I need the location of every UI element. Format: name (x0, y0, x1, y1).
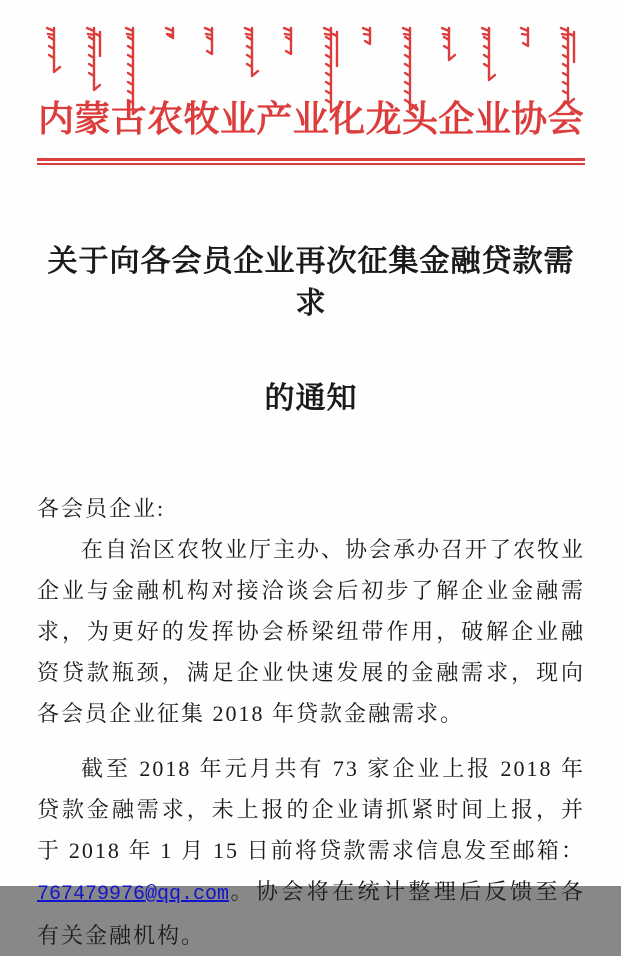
mongolian-word (83, 26, 105, 92)
paragraph-1: 在自治区农牧业厅主办、协会承办召开了农牧业企业与金融机构对接洽谈会后初步了解企业金融需求，为更好的发挥协会桥梁纽带作用，破解企业融资贷款瓶颈，满足企业快速发展的金融需求，现向各会员企业征集 2018 年贷款金融需求。 (37, 537, 586, 726)
mongolian-word (241, 26, 263, 78)
document-title-line2: 的通知 (264, 382, 358, 415)
salutation: 各会员企业: (37, 496, 166, 521)
mongolian-word (201, 26, 223, 56)
mongolian-word (438, 26, 460, 62)
mongolian-word (478, 26, 500, 82)
mongolian-word (280, 26, 302, 56)
paragraph-2 (37, 748, 585, 956)
mongolian-word (359, 26, 381, 46)
paragraph-2-text-before: 截至 2018 年元月共有 73 家企业上报 2018 年贷款金融需求，未上报的企业请抓紧时间上报，并于 2018 年 1 月 15 日前将贷款需求信息发至邮箱： (37, 756, 585, 863)
mongolian-word (557, 26, 579, 106)
document-title-line1: 关于向各会员企业再次征集金融贷款需求 (47, 245, 575, 320)
mongolian-script-row (37, 26, 585, 96)
email-link[interactable]: 767479976@qq.com (37, 883, 230, 906)
mongolian-word (162, 26, 184, 40)
mongolian-word (517, 26, 539, 48)
mongolian-word (43, 26, 65, 74)
letterhead-divider (37, 158, 585, 165)
organization-name: 内蒙古农牧业产业化龙头企业协会 (37, 99, 584, 139)
document-title (37, 241, 585, 420)
document-body (37, 488, 585, 956)
letterhead (37, 26, 585, 165)
paragraph-2-text-after: 。协会将在统计整理后反馈至各有关金融机构。 (37, 879, 585, 948)
